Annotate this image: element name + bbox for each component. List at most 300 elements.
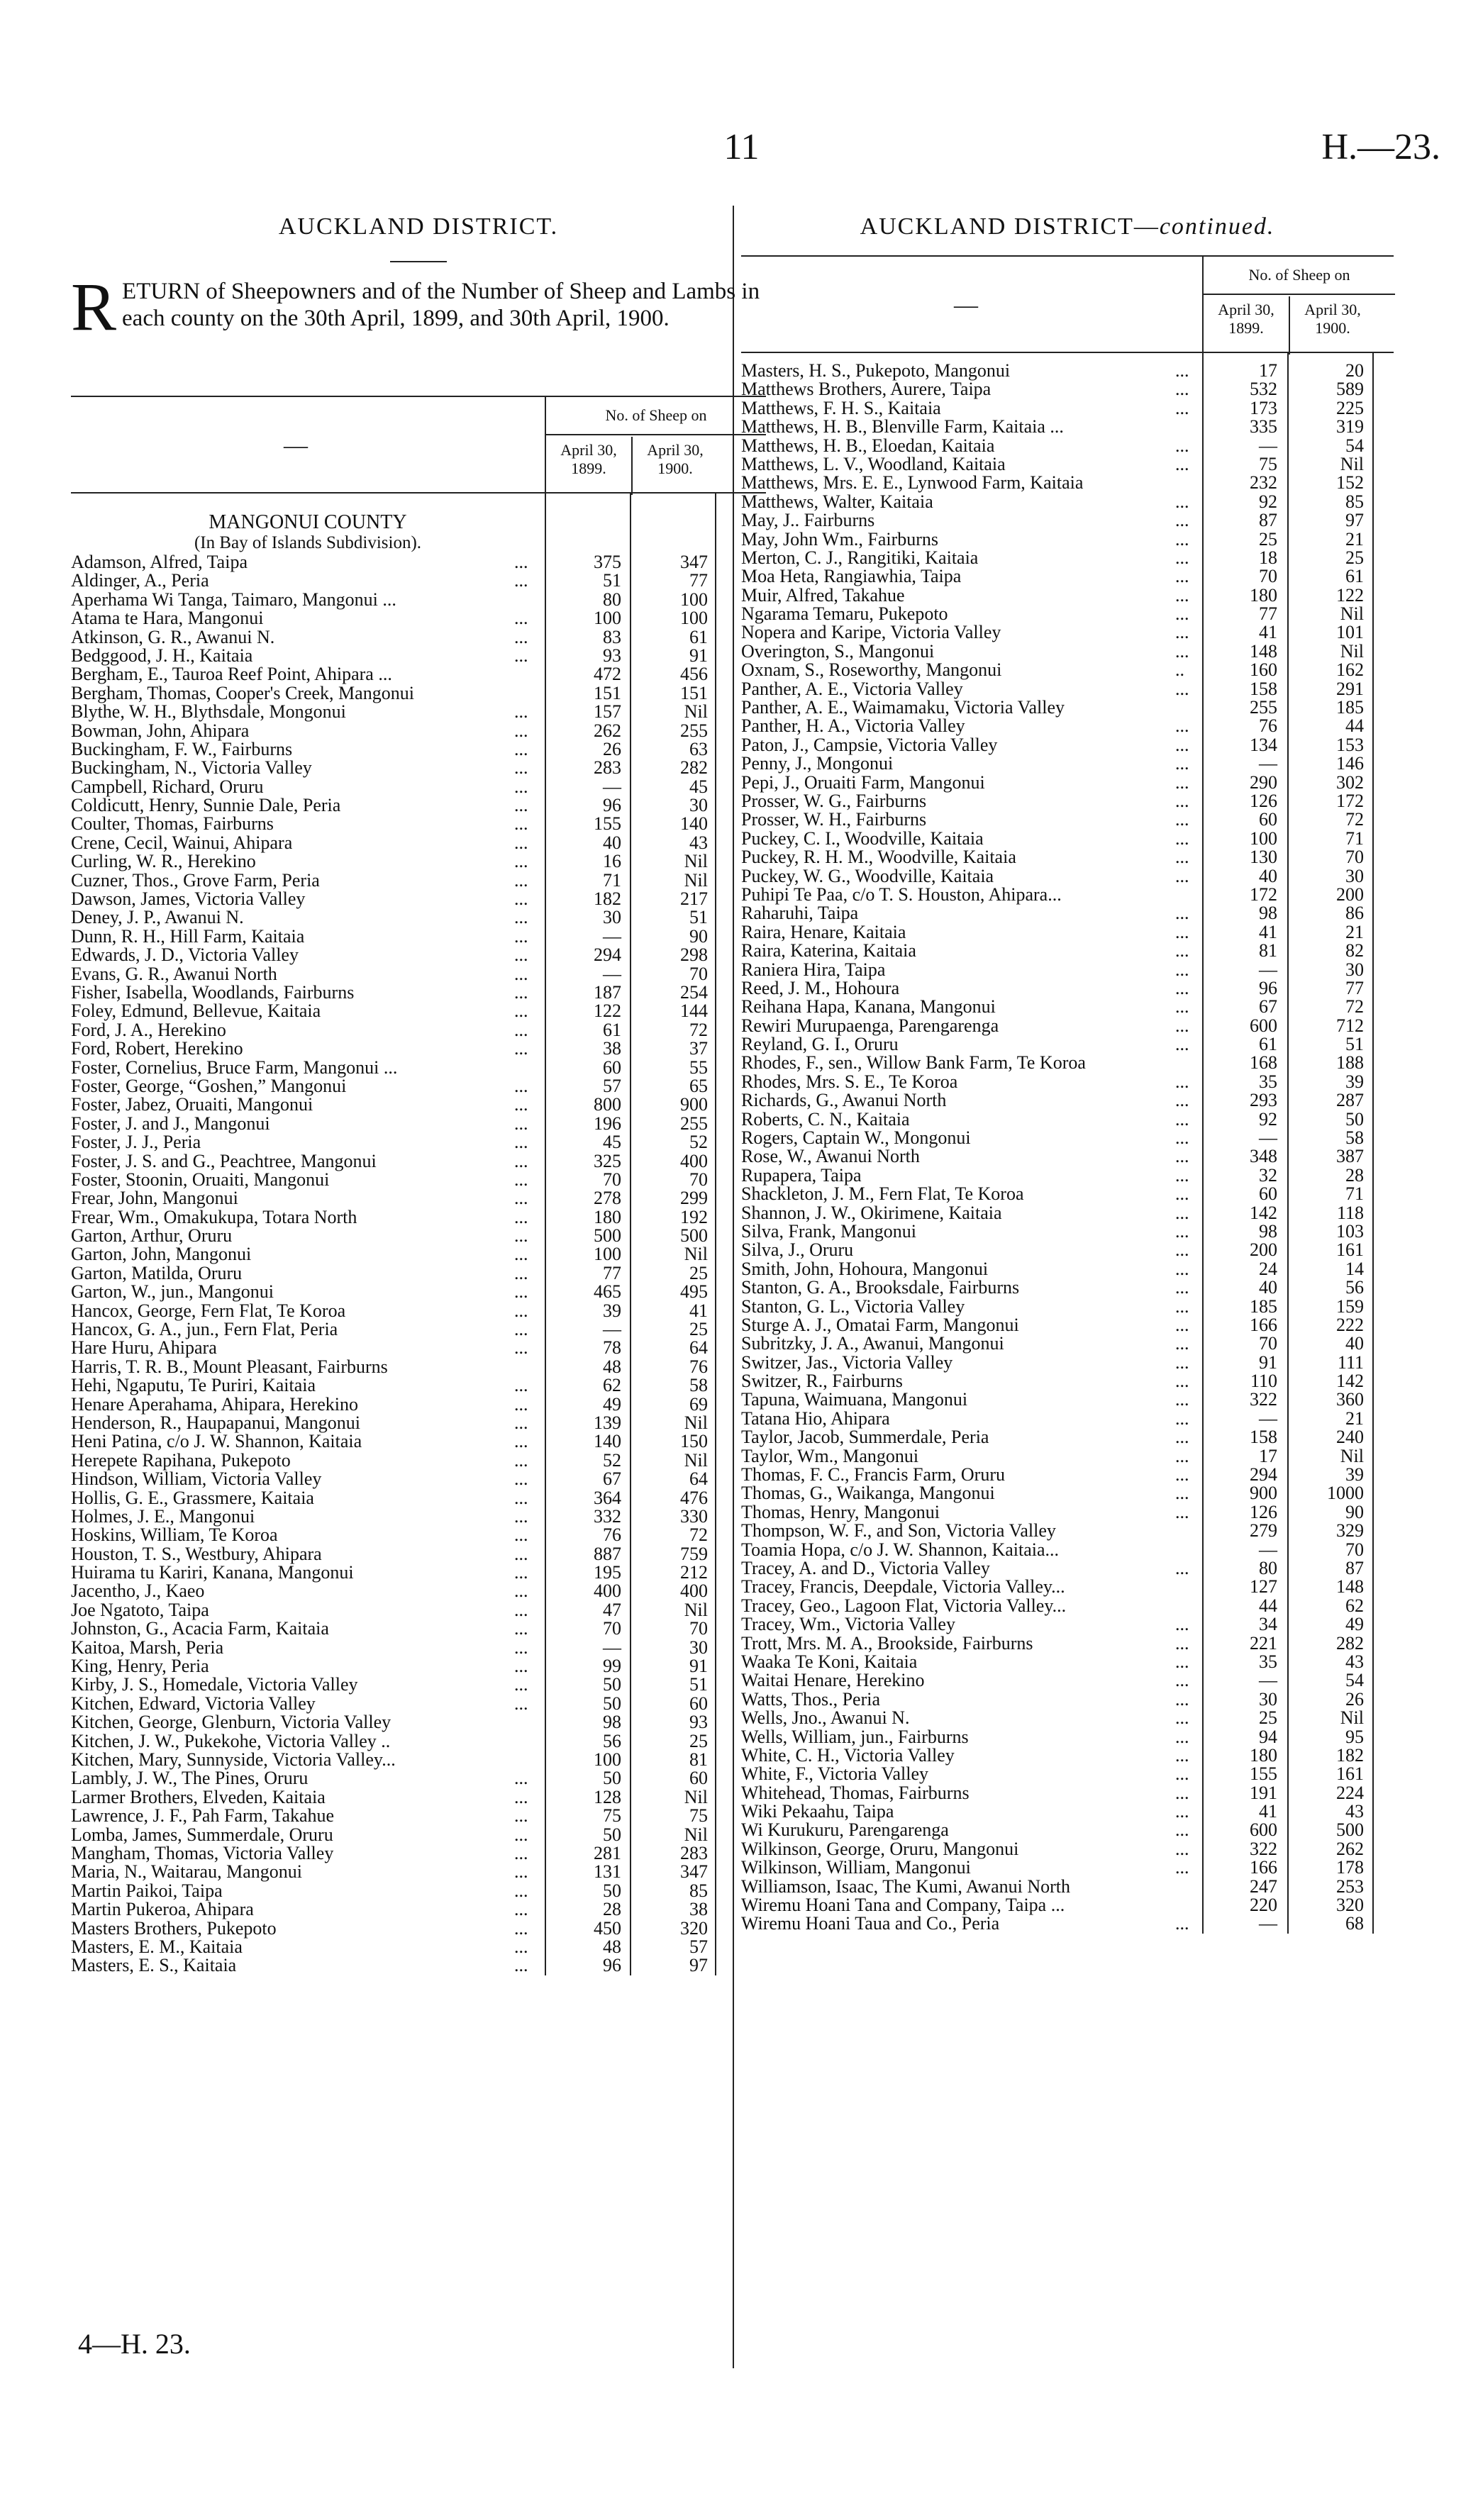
owner-name: Kaitoa, Marsh, Peria (71, 1637, 224, 1658)
count-1899: 98 (1259, 903, 1277, 924)
owner-name: Ngarama Temaru, Pukepoto (741, 603, 948, 625)
count-1899: 75 (1259, 453, 1277, 474)
count-1900: 49 (1345, 1614, 1364, 1635)
owner-name: Herepete Rapihana, Pukepoto (71, 1449, 291, 1471)
leader-dots: ... (1175, 528, 1189, 550)
table-row (71, 1507, 766, 1526)
table-row (741, 1559, 1394, 1578)
table-row (71, 1545, 766, 1563)
count-1900: 72 (689, 1019, 708, 1040)
owner-name: Lawrence, J. F., Pah Farm, Takahue (71, 1805, 335, 1827)
count-1900: 90 (1345, 1501, 1364, 1522)
leader-dots: ... (514, 1019, 528, 1040)
sheep-count-header (545, 397, 766, 492)
owner-name: Foster, Jabez, Oruaiti, Mangonui (71, 1094, 313, 1115)
count-1900: 153 (1336, 734, 1364, 755)
table-row (71, 927, 766, 946)
count-1899: 41 (1259, 921, 1277, 942)
count-1899: 247 (1250, 1875, 1277, 1897)
owner-name: Waaka Te Koni, Kaitaia (741, 1651, 918, 1672)
count-1900: 64 (689, 1337, 708, 1359)
count-1900: 217 (680, 888, 708, 910)
leader-dots: ... (514, 1842, 528, 1863)
count-1899: 140 (594, 1431, 621, 1452)
table-row (71, 759, 766, 777)
table-row (71, 1938, 766, 1956)
leader-dots: .. (1175, 659, 1184, 681)
owner-name: Silva, J., Oruru (741, 1239, 854, 1261)
table-row (741, 1334, 1394, 1353)
count-1900: 225 (1336, 397, 1364, 418)
count-1900: 900 (680, 1094, 708, 1115)
count-1900: 240 (1336, 1427, 1364, 1448)
owner-name: Reed, J. M., Hohoura (741, 977, 900, 998)
count-1900: 58 (689, 1375, 708, 1396)
table-row (71, 609, 766, 628)
table-row (71, 1582, 766, 1600)
count-1899: 139 (594, 1412, 621, 1433)
district-heading: AUCKLAND DISTRICT. (278, 213, 559, 240)
leader-dots: ... (514, 1262, 528, 1283)
owner-name: Roberts, C. N., Kaitaia (741, 1108, 910, 1130)
owner-name: Bowman, John, Ahipara (71, 720, 250, 741)
count-1900: 212 (680, 1562, 708, 1583)
count-1900: 476 (680, 1487, 708, 1508)
owner-name: Foster, George, “Goshen,” Mangonui (71, 1075, 347, 1096)
leader-dots: ... (1175, 1015, 1189, 1036)
count-1900: 140 (680, 813, 708, 835)
owner-name: Wells, Jno., Awanui N. (741, 1707, 910, 1729)
count-1899: 26 (603, 738, 621, 759)
leader-dots: ... (1175, 1819, 1189, 1841)
leader-dots: ... (514, 1468, 528, 1490)
count-1899: 83 (603, 626, 621, 647)
count-1899: — (1259, 435, 1277, 456)
leader-dots: ... (514, 1524, 528, 1546)
leader-dots: ... (1175, 584, 1189, 606)
table-row (71, 1302, 766, 1320)
table-row (741, 1728, 1394, 1746)
leader-dots: ... (1175, 1220, 1189, 1242)
leader-dots: ... (1175, 715, 1189, 737)
count-1899: 110 (1250, 1371, 1277, 1392)
count-1899: 180 (1250, 1744, 1277, 1766)
leader-dots: ... (514, 1132, 528, 1153)
table-row (71, 591, 766, 609)
table-row (71, 1844, 766, 1863)
table-row (741, 1597, 1394, 1615)
leader-dots: ... (514, 1000, 528, 1022)
count-1900: 178 (1336, 1857, 1364, 1878)
count-1899: 28 (603, 1899, 621, 1920)
count-1899: 600 (1250, 1015, 1277, 1036)
count-1900: 712 (1336, 1015, 1364, 1036)
owner-name: White, C. H., Victoria Valley (741, 1744, 955, 1766)
count-1899: 47 (603, 1599, 621, 1620)
leader-dots: ... (1175, 1558, 1189, 1578)
leader-dots: ... (514, 626, 528, 647)
count-1900: 192 (680, 1206, 708, 1227)
leader-dots: ... (1175, 1726, 1189, 1747)
owner-name: Deney, J. P., Awanui N. (71, 907, 244, 928)
count-1899: 50 (603, 1824, 621, 1845)
leader-dots: ... (1175, 1034, 1189, 1055)
count-1900: 60 (689, 1693, 708, 1714)
table-row (741, 1653, 1394, 1671)
table-row (741, 1615, 1394, 1634)
count-1899: 30 (603, 907, 621, 928)
leader-dots: ... (1175, 1090, 1189, 1111)
owner-name: Puckey, R. H. M., Woodville, Kaitaia (741, 847, 1016, 868)
count-1900: 150 (680, 1431, 708, 1452)
count-1899: 48 (603, 1936, 621, 1957)
count-1900: 25 (689, 1319, 708, 1340)
count-1899: 77 (1259, 603, 1277, 625)
count-1899: 52 (603, 1449, 621, 1471)
count-1899: — (1259, 1913, 1277, 1934)
owner-name: Henderson, R., Haupapanui, Mangonui (71, 1412, 360, 1433)
table-row (741, 1875, 1394, 1897)
table-row (741, 399, 1394, 418)
table-row (741, 1185, 1394, 1203)
table-row (71, 1601, 766, 1619)
count-1900: 61 (1345, 566, 1364, 587)
count-1899: 180 (1250, 584, 1277, 606)
owner-name: Larmer Brothers, Elveden, Kaitaia (71, 1786, 326, 1807)
count-1900: 146 (1336, 753, 1364, 774)
leader-dots: ... (1175, 1632, 1189, 1654)
count-1899: 220 (1250, 1895, 1277, 1916)
count-1900: Nil (1340, 1707, 1364, 1729)
count-1899: — (603, 963, 621, 984)
table-row (71, 1358, 766, 1376)
table-row (71, 703, 766, 721)
count-1899: 96 (603, 1955, 621, 1976)
header-group-label: No. of Sheep on (546, 397, 766, 435)
count-1899: 41 (1259, 1801, 1277, 1822)
owner-name: White, F., Victoria Valley (741, 1763, 929, 1785)
count-1900: 51 (1345, 1034, 1364, 1055)
owner-name: Taylor, Wm., Mangonui (741, 1445, 919, 1466)
table-row (71, 1133, 766, 1152)
owner-name: Merton, C. J., Rangitiki, Kaitaia (741, 547, 979, 568)
leader-dots: ... (1175, 1913, 1189, 1934)
count-1900: 495 (680, 1281, 708, 1303)
table-row (741, 1110, 1394, 1129)
leader-dots: ... (1175, 566, 1189, 587)
leader-dots: ... (1175, 1782, 1189, 1803)
leader-dots: ... (1175, 1258, 1189, 1279)
count-1899: 45 (603, 1132, 621, 1153)
count-1900: Nil (1340, 640, 1364, 662)
count-1899: 151 (594, 682, 621, 703)
owner-name: Thomas, F. C., Francis Farm, Oruru (741, 1464, 1005, 1485)
table-row (71, 908, 766, 927)
count-1900: 188 (1336, 1052, 1364, 1074)
count-1900: 58 (1345, 1127, 1364, 1149)
count-1900: Nil (684, 869, 708, 891)
count-1900: 287 (1336, 1090, 1364, 1111)
count-1900: 76 (689, 1356, 708, 1377)
leader-dots: ... (1175, 678, 1189, 699)
owner-name: Shannon, J. W., Okirimene, Kaitaia (741, 1202, 1002, 1223)
count-1900: 161 (1336, 1763, 1364, 1785)
count-1899: 35 (1259, 1071, 1277, 1092)
count-1899: 100 (1250, 827, 1277, 849)
count-1900: 222 (1336, 1314, 1364, 1335)
table-row (741, 1447, 1394, 1466)
owner-name: Kirby, J. S., Homedale, Victoria Valley (71, 1674, 358, 1695)
table-row (741, 1914, 1394, 1933)
count-1900: 759 (680, 1543, 708, 1564)
count-1900: 253 (1336, 1875, 1364, 1897)
count-1899: 44 (1259, 1595, 1277, 1616)
count-1900: 63 (689, 738, 708, 759)
table-row (71, 665, 766, 684)
count-1899: 80 (603, 589, 621, 610)
count-1899: 142 (1250, 1202, 1277, 1223)
owner-name: Kitchen, Mary, Sunnyside, Victoria Valley... (71, 1749, 396, 1770)
count-1900: 45 (689, 776, 708, 797)
owner-name: Switzer, R., Fairburns (741, 1371, 903, 1392)
right-table-body (741, 353, 1394, 1934)
leader-dots: ... (514, 981, 528, 1003)
table-row (741, 1091, 1394, 1110)
owner-name: Matthews, H. B., Blenville Farm, Kaitaia ... (741, 416, 1064, 437)
intro-text: ETURN of Sheepowners and of the Number of Sheep and Lambs in each county on the 30th April, 1899, and 30th April, 1900. (122, 279, 760, 331)
table-row (741, 680, 1394, 698)
owner-name: Tracey, Francis, Deepdale, Victoria Valley... (741, 1576, 1065, 1598)
table-row (741, 698, 1394, 717)
count-1899: 158 (1250, 1427, 1277, 1448)
count-1899: — (603, 1319, 621, 1340)
count-1900: 172 (1336, 790, 1364, 811)
table-row (71, 1657, 766, 1676)
count-1900: 70 (689, 1618, 708, 1639)
count-1900: 103 (1336, 1220, 1364, 1242)
owner-name: Wells, William, jun., Fairburns (741, 1726, 969, 1747)
table-row (741, 1484, 1394, 1502)
owner-name: Hehi, Ngaputu, Te Puriri, Kaitaia (71, 1375, 316, 1396)
owner-name: Trott, Mrs. M. A., Brookside, Fairburns (741, 1632, 1033, 1654)
count-1899: 61 (603, 1019, 621, 1040)
owner-name: Evans, G. R., Awanui North (71, 963, 277, 984)
count-1900: 262 (1336, 1838, 1364, 1859)
count-1900: 70 (1345, 1539, 1364, 1560)
count-1899: 57 (603, 1075, 621, 1096)
count-1900: 77 (1345, 977, 1364, 998)
leader-dots: ... (514, 1393, 528, 1415)
table-row (741, 1784, 1394, 1802)
count-1899: 335 (1250, 416, 1277, 437)
owner-name: Joe Ngatoto, Taipa (71, 1599, 209, 1620)
count-1900: 330 (680, 1505, 708, 1527)
owner-name: Reyland, G. I., Oruru (741, 1034, 899, 1055)
owner-name: Harris, T. R. B., Mount Pleasant, Fairburns (71, 1356, 388, 1377)
table-row (71, 1713, 766, 1732)
count-1899: 34 (1259, 1614, 1277, 1635)
count-1899: 56 (603, 1730, 621, 1751)
owner-name: Houston, T. S., Westbury, Ahipara (71, 1543, 322, 1564)
table-row (741, 530, 1394, 549)
count-1900: 82 (1345, 940, 1364, 961)
count-1900: Nil (684, 1412, 708, 1433)
leader-dots: ... (1175, 1239, 1189, 1261)
count-1899: 600 (1250, 1819, 1277, 1841)
owner-name: Garton, W., jun., Mangonui (71, 1281, 274, 1303)
table-header (71, 396, 766, 494)
count-1900: Nil (1340, 603, 1364, 625)
table-row (71, 1639, 766, 1657)
count-1900: 71 (1345, 827, 1364, 849)
leader-dots: ... (514, 1786, 528, 1807)
owner-name: Heni Patina, c/o J. W. Shannon, Kaitaia (71, 1431, 362, 1452)
count-1899: 76 (1259, 715, 1277, 737)
right-rows (741, 362, 1394, 1934)
table-row (741, 1466, 1394, 1484)
table-row (741, 586, 1394, 605)
count-1900: 39 (1345, 1464, 1364, 1485)
table-row (71, 1171, 766, 1189)
count-1899: — (1259, 1407, 1277, 1429)
owner-name: May, J.. Fairburns (741, 510, 875, 531)
leader-dots: ... (514, 720, 528, 741)
table-row (741, 979, 1394, 998)
owner-name: Bedggood, J. H., Kaitaia (71, 645, 253, 666)
count-1899: 16 (603, 851, 621, 872)
table-header (741, 255, 1394, 353)
count-1899: 70 (1259, 1333, 1277, 1354)
count-1899: 50 (603, 1693, 621, 1714)
count-1899: 130 (1250, 847, 1277, 868)
count-1900: Nil (684, 1244, 708, 1265)
count-1900: 162 (1336, 659, 1364, 681)
count-1899: 78 (603, 1337, 621, 1359)
owner-name: Rupapera, Taipa (741, 1164, 862, 1186)
table-row (741, 1709, 1394, 1727)
leader-dots: ... (514, 1656, 528, 1677)
leader-dots: ... (1175, 1857, 1189, 1878)
owner-name: Kitchen, Edward, Victoria Valley (71, 1693, 316, 1714)
count-1900: 90 (689, 925, 708, 947)
leader-dots: ... (514, 1206, 528, 1227)
count-1900: 118 (1336, 1202, 1364, 1223)
owner-name: Masters Brothers, Pukepoto (71, 1917, 277, 1939)
leader-dots: ... (514, 1412, 528, 1433)
owner-name: Masters, H. S., Pukepoto, Mangonui (741, 360, 1011, 381)
count-1899: 70 (603, 1618, 621, 1639)
owner-name: Tapuna, Waimuana, Mangonui (741, 1389, 968, 1410)
leader-dots: ... (1175, 1071, 1189, 1092)
owner-name: Garton, John, Mangonui (71, 1244, 252, 1265)
count-1899: 17 (1259, 360, 1277, 381)
count-1900: 320 (680, 1917, 708, 1939)
table-row (741, 1017, 1394, 1035)
leader-dots: ... (514, 608, 528, 629)
owner-name: Aldinger, A., Peria (71, 570, 209, 591)
count-1899: — (1259, 753, 1277, 774)
table-row (71, 553, 766, 572)
count-1900: Nil (684, 851, 708, 872)
owner-name: Subritzky, J. A., Awanui, Mangonui (741, 1333, 1004, 1354)
owner-name: Waitai Henare, Herekino (741, 1670, 925, 1691)
leader-dots: ... (514, 1861, 528, 1883)
count-1900: 30 (689, 795, 708, 816)
table-row (71, 722, 766, 740)
owner-name: Hollis, G. E., Grassmere, Kaitaia (71, 1487, 314, 1508)
left-column (71, 206, 766, 1975)
leader-dots: ... (1175, 1371, 1189, 1392)
table-row (741, 1522, 1394, 1540)
leader-dots: ... (514, 1225, 528, 1247)
count-1900: 61 (689, 626, 708, 647)
count-1899: 30 (1259, 1688, 1277, 1710)
leader-dots: ... (514, 1188, 528, 1209)
count-1899: 166 (1250, 1314, 1277, 1335)
count-1899: 50 (603, 1880, 621, 1901)
count-1900: 21 (1345, 528, 1364, 550)
count-1899: 294 (594, 944, 621, 966)
count-1900: 100 (680, 608, 708, 629)
count-1899: 332 (594, 1505, 621, 1527)
owner-name: Foster, J. J., Peria (71, 1132, 201, 1153)
owner-name: Hindson, William, Victoria Valley (71, 1468, 322, 1490)
owner-name: Overington, S., Mangonui (741, 640, 935, 662)
leader-dots: ... (514, 1449, 528, 1471)
count-1899: 99 (603, 1656, 621, 1677)
count-1899: 450 (594, 1917, 621, 1939)
table-row (741, 961, 1394, 979)
leader-dots: ... (1175, 1614, 1189, 1635)
count-1899: 283 (594, 757, 621, 779)
count-1899: 70 (603, 1169, 621, 1190)
leader-dots: ... (514, 1319, 528, 1340)
table-row (71, 1451, 766, 1470)
count-1899: 191 (1250, 1782, 1277, 1803)
count-1899: 100 (594, 1749, 621, 1770)
count-1899: 182 (594, 888, 621, 910)
count-1900: 224 (1336, 1782, 1364, 1803)
owner-name: Foster, J. S. and G., Peachtree, Mangonui (71, 1150, 377, 1171)
leader-dots: ... (514, 1094, 528, 1115)
owner-name: Penny, J., Mongonui (741, 753, 894, 774)
owner-name: Reihana Hapa, Kanana, Mangonui (741, 996, 996, 1018)
count-1900: Nil (684, 701, 708, 723)
owner-name: Buckingham, N., Victoria Valley (71, 757, 312, 779)
owner-name: Tatana Hio, Ahipara (741, 1407, 890, 1429)
owner-name: Puhipi Te Paa, c/o T. S. Houston, Ahipara... (741, 883, 1062, 905)
count-1899: 61 (1259, 1034, 1277, 1055)
count-1900: 91 (689, 645, 708, 666)
leader-dots: ... (1175, 1407, 1189, 1429)
table-row (71, 1432, 766, 1451)
table-row (741, 418, 1394, 436)
count-1899: 87 (1259, 510, 1277, 531)
owner-name: Prosser, W. G., Fairburns (741, 790, 927, 811)
table-row (71, 1489, 766, 1507)
owner-name: Sturge A. J., Omatai Farm, Mangonui (741, 1314, 1019, 1335)
table-row (71, 1956, 766, 1975)
table-row (741, 1896, 1394, 1914)
table-row (71, 1563, 766, 1582)
leader-dots: ... (514, 907, 528, 928)
header-dash: — (284, 433, 308, 459)
leader-dots: ... (1175, 1351, 1189, 1373)
owner-name: Muir, Alfred, Takahue (741, 584, 905, 606)
table-row (741, 942, 1394, 960)
table-row (71, 1414, 766, 1432)
table-row (741, 661, 1394, 679)
